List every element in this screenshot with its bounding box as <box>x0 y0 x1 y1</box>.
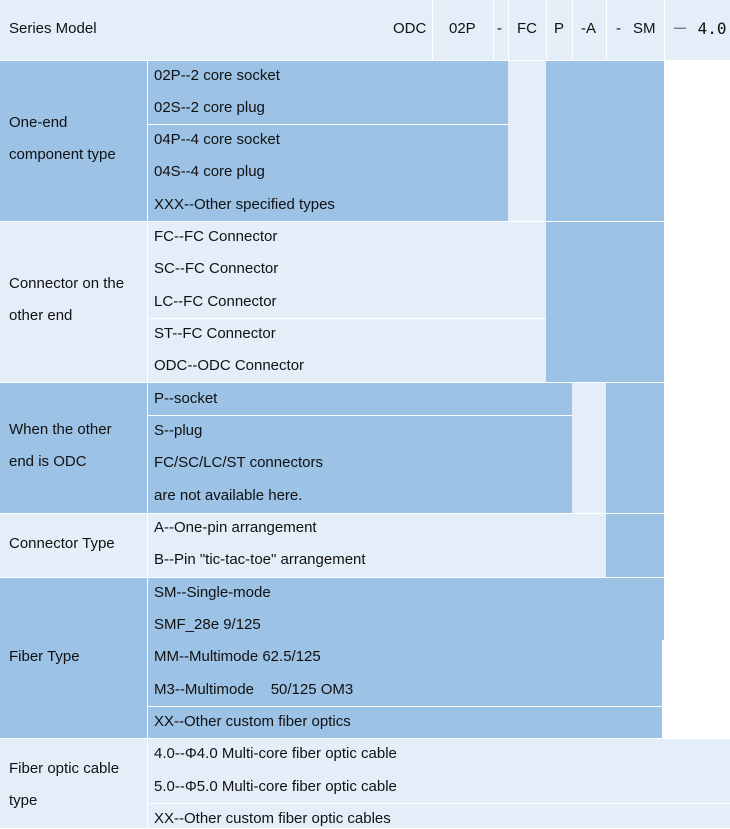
row-separator <box>148 415 572 416</box>
section-fiber-type <box>0 578 664 640</box>
list-item: FC--FC Connector <box>154 228 278 245</box>
section-divider <box>0 577 664 578</box>
section-divider <box>0 513 664 514</box>
column-divider <box>147 60 148 828</box>
section-when-odc-gap <box>572 383 606 513</box>
list-item: A--One-pin arrangement <box>154 519 317 536</box>
list-item: SC--FC Connector <box>154 260 279 277</box>
section-when-odc-far <box>606 383 664 513</box>
list-item: M3--Multimode 50/125 OM3 <box>154 681 354 698</box>
list-item: XX--Other custom fiber optic cables <box>154 810 391 827</box>
list-item: P--socket <box>154 390 218 407</box>
list-item: ST--FC Connector <box>154 325 276 342</box>
section-label-fiber-cable-type: Fiber optic cable type <box>9 760 120 809</box>
series-model-header <box>0 0 665 60</box>
section-label-when-odc: When the other end is ODC <box>9 421 112 470</box>
divider <box>546 0 547 60</box>
list-item: 02S--2 core plug <box>154 99 265 116</box>
row-separator <box>148 124 508 125</box>
divider <box>493 0 494 60</box>
row-separator <box>148 803 730 804</box>
section-label-fiber-type: Fiber Type <box>9 648 80 665</box>
model-part-odc: ODC <box>393 20 427 37</box>
model-part-sm: SM <box>633 20 656 37</box>
section-one-end-right <box>546 61 664 221</box>
section-divider <box>0 738 730 739</box>
list-item: 02P--2 core socket <box>154 67 280 84</box>
list-item: XX--Other custom fiber optics <box>154 713 351 730</box>
model-part-02p: 02P <box>449 20 476 37</box>
list-item: 04P--4 core socket <box>154 131 280 148</box>
list-item: XXX--Other specified types <box>154 196 335 213</box>
model-part-dash-2: - <box>616 20 621 37</box>
list-item: 04S--4 core plug <box>154 163 265 180</box>
list-item: S--plug <box>154 422 203 439</box>
model-part-dash-1: - <box>497 20 502 37</box>
list-item: B--Pin "tic-tac-toe" arrangement <box>154 551 366 568</box>
row-separator <box>148 318 546 319</box>
model-part-p: P <box>554 20 565 37</box>
divider <box>572 0 573 60</box>
section-divider <box>0 382 664 383</box>
list-item: SMF_28e 9/125 <box>154 616 261 633</box>
section-label-connector-other-end: Connector on the other end <box>9 275 125 324</box>
list-item: ODC--ODC Connector <box>154 357 305 374</box>
section-divider <box>0 60 730 61</box>
row-separator <box>148 706 662 707</box>
model-part-a: -A <box>581 20 596 37</box>
list-item: 4.0--Φ4.0 Multi-core fiber optic cable <box>154 745 397 762</box>
section-label-connector-type: Connector Type <box>9 535 115 552</box>
list-item: SM--Single-mode <box>154 584 271 601</box>
list-item: LC--FC Connector <box>154 293 277 310</box>
divider <box>432 0 433 60</box>
model-part-cable: － 4.0 <box>672 19 727 38</box>
section-label-one-end: One-end component type <box>9 114 116 163</box>
list-item: are not available here. <box>154 487 303 504</box>
section-divider <box>0 221 664 222</box>
list-item: FC/SC/LC/ST connectors <box>154 454 323 471</box>
series-model-label: Series Model <box>9 20 97 37</box>
divider <box>606 0 607 60</box>
list-item: MM--Multimode 62.5/125 <box>154 648 321 665</box>
section-connector-right <box>546 222 664 382</box>
divider <box>664 0 665 60</box>
list-item: 5.0--Φ5.0 Multi-core fiber optic cable <box>154 778 397 795</box>
model-part-fc: FC <box>517 20 537 37</box>
section-connector-type-right <box>606 514 664 577</box>
divider <box>508 0 509 60</box>
section-one-end-gap <box>508 61 546 221</box>
